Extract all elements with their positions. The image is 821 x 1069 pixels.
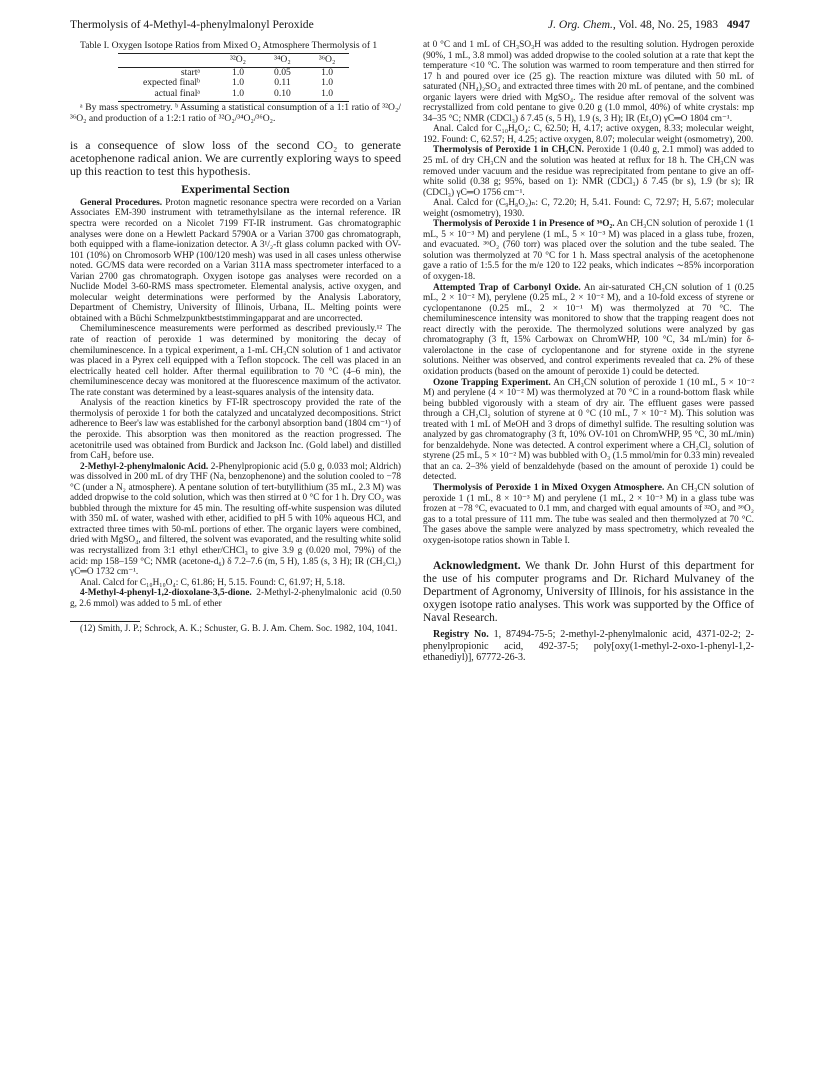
- table-row-label: startᵃ: [180, 66, 200, 78]
- table-header-row: [118, 54, 349, 68]
- paragraph-heading: Ozone Trapping Experiment.: [433, 377, 551, 388]
- table-cell: 1.0: [232, 77, 245, 89]
- paragraph-heading: Thermolysis of Peroxide 1 in Presence of ³⁶O₂.: [433, 219, 615, 230]
- paragraph-text: Proton magnetic resonance spectra were recorded on a Varian Associates EM-390 instrument with tetramethylsilane as the internal reference. IR spectra were recorded on a Nicolet 7199 FT-IR instrument. Gas chromatographic analyses were done on a Hewlett Packard 5790A or a Varian 3700 gas chromatograph, both equipped with a flame-ionization detector. A 3¹/₂-ft glass column packed with OV-101 (10%) on Chromosorb WHP (100/120 mesh) was used in all cases unless otherwise noted. GC/MS data were recorded on a Varian 311A mass spectrometer interfaced to a Varian 2700 gas chromatograph. Oxygen isotope gas analyses were recorded on a Nuclide Model 3-60-RMS mass spectrometer. Elemental analysis, active oxygen, and molecular weight determinations were performed by the Analysis Laboratory, Department of Chemistry, University of Illinois, Urbana, IL. Melting points were obtained with a Büchi Schmelzpunktbeststimmingapparat and are uncorrected.: [70, 197, 402, 324]
- paragraph-heading: General Procedures.: [80, 197, 163, 208]
- table-caption-text: Oxygen Isotope Ratios from Mixed O₂ Atmosphere Thermolysis of 1: [111, 40, 378, 51]
- paragraph-anal-acid: Anal. Calcd for C₁₀H₁₀O₄: C, 61.86; H, 5.15. Found: C, 61.97; H, 5.18.: [80, 577, 345, 588]
- journal-citation: [548, 18, 750, 31]
- table-cell: 1.0: [305, 89, 350, 102]
- table-header-blank: [118, 54, 216, 68]
- paragraph-heading: Thermolysis of Peroxide 1 in Mixed Oxygen Atmosphere.: [433, 482, 665, 493]
- paragraph-carbonyl-oxide: [423, 283, 754, 378]
- left-column: [70, 40, 401, 635]
- table-row: [118, 89, 349, 102]
- paragraph-heading: Attempted Trap of Carbonyl Oxide.: [433, 282, 581, 293]
- table-cell: 0.11: [274, 77, 291, 89]
- registry-text: 1, 87494-75-5; 2-methyl-2-phenylmalonic acid, 4371-02-2; 2-phenylpropionic acid, 492-37-5; poly[oxy(1-methyl-2-oxo-1-phenyl-1,2-ethanediyl)], 67772-26-3.: [423, 629, 754, 664]
- paragraph-text: An air-saturated CH₃CN solution of 1 (0.25 mL, 2 × 10⁻² M), perylene (0.25 mL, 2 × 10⁻² M), and a 10-fold excess of styrene or cyclopentanone (0.25 mL, 2 × 10⁻¹ M) was thermolyzed at 70 °C. The chemiluminescence intensity was monitored to show that the trapping reagent does not react directly with the peroxide. The thermolyzed solutions were analyzed by gas chromatography (3 ft, 15% Carbowax on ChromWHP, 100 °C, 34 mL/min) for δ-valerolactone in the case of cyclopentanone and for styrene oxide in the styrene solutions. Neither was observed, and control experiments revealed that ca. 2% of these oxidation products (based on the amount of peroxide 1) could be detected.: [423, 282, 754, 377]
- right-column: [423, 40, 754, 664]
- running-title: Thermolysis of 4-Methyl-4-phenylmalonyl Peroxide: [70, 18, 314, 31]
- paragraph-ozone-trapping: [423, 378, 754, 483]
- acknowledgment-text: We thank Dr. John Hurst of this department for the use of his computer programs and Dr. Richard Mulvaney of the Department of Agronomy, University of Illinois, for his assistance in the oxygen isotope ratio analyses. This work was supported by the Office of Naval Research.: [423, 560, 754, 625]
- paragraph-mixed-oxygen: [423, 483, 754, 546]
- footnote: (12) Smith, J. P.; Schrock, A. K.; Schuster, G. B. J. Am. Chem. Soc. 1982, 104, 1041.: [80, 624, 398, 635]
- paragraph-chemiluminescence: Chemiluminescence measurements were performed as described previously.¹² The rate of reaction of peroxide 1 was determined by monitoring the decay of chemiluminescence. In a typical experiment, a 1-mL CH₃CN solution of 1 and activator was placed in a Pyrex cell equipped with a Teflon stopcock. The cell was placed in an electrically heated cell holder. After thermal equilibration to 70 °C (4–6 min), the chemiluminescence decay was monitored at the fluorescence maximum of the activator. The rate constant was determined by a least-squares analysis of the intensity data.: [70, 324, 401, 398]
- footnote-divider: [70, 621, 140, 622]
- table-header-cell: ³²O₂: [216, 54, 260, 68]
- paragraph-dioxolanedione: [70, 588, 401, 609]
- paragraph-text: An CH₃CN solution of peroxide 1 (1 mL, 5 × 10⁻³ M) and perylene (1 mL, 5 × 10⁻³ M) was placed in a glass tube, frozen, and evacuated. ³⁶O₂ (760 torr) was placed over the solution and the tube sealed. The solution was thermolyzed at 70 °C for 1 h. Mass spectral analysis of the acetophenone gave a ratio of 1:5.5 for the m/e 120 to 122 peaks, which indicates ∼85% incorporation of oxygen-18.: [423, 219, 754, 283]
- table-row-label: expected finalᵇ: [142, 77, 200, 89]
- journal-volume: Vol. 48, No. 25, 1983: [618, 18, 719, 31]
- registry-numbers: [423, 629, 754, 664]
- paragraph-continued: at 0 °C and 1 mL of CH₃SO₃H was added to the resulting solution. Hydrogen peroxide (90%, 1 mL, 3.8 mmol) was added dropwise to the cooled solution at a rate that kept the temperature <10 °C. The solution was warmed to room temperature and then stirred for 17 h and poured over ice (25 g). The reaction mixture was diluted with 50 mL of saturated (NH₄)₂SO₄ and extracted three times with 20 mL of pentane, and the combined organic layers were dried with MgSO₄. The residue after removal of the solvent was recrystallized from cold pentane to give 0.20 g (1.0 mmol, 40%) of white crystals: mp 34–35 °C; NMR (CDCl₃) δ 7.45 (s, 5 H), 1.9 (s, 3 H); IR (Et₂O) γC═O 1804 cm⁻¹.: [423, 40, 754, 124]
- paragraph-heading: Thermolysis of Peroxide 1 in CH₃CN.: [433, 145, 584, 156]
- table-cell: 0.05: [274, 66, 291, 78]
- table-cell: 1.0: [321, 66, 334, 78]
- table-header-cell: ³⁶O₂: [305, 54, 350, 68]
- page-number: 4947: [726, 18, 750, 31]
- table-cell: 1.0: [216, 89, 260, 102]
- running-header: [70, 18, 750, 34]
- paragraph-kinetics: Analysis of the reaction kinetics by FT-IR spectroscopy provided the rate of the thermolysis of peroxide 1 for both the catalyzed and uncatalyzed decompositions. Strict adherence to Beer's law was established for the carbonyl absorption band (1804 cm⁻¹) of the peroxide. This absorption was then monitored as the reaction progressed. The acetonitrile used was obtained from Burdick and Jackson Inc. (Gold label) and distilled from CaH₂ before use.: [70, 398, 401, 462]
- isotope-table: [118, 53, 349, 102]
- table-label: Table I.: [80, 40, 110, 51]
- paragraph-thermolysis-36o2: [423, 219, 754, 282]
- registry-heading: Registry No.: [433, 629, 489, 641]
- paragraph-malonic-acid: [70, 462, 401, 578]
- paragraph-text: An CH₃CN solution of peroxide 1 (1 mL, 8 × 10⁻³ M) and perylene (1 mL, 2 × 10⁻³ M) in a glass tube was frozen at −78 °C, evacuated to 0.1 mm, and charged with equal amounts of ³²O₂ and ³⁶O₂ gas to a total pressure of 111 mm. The tube was sealed and then thermolyzed at 70 °C. The gases above the sample were analyzed by mass spectrometry, which revealed the oxygen-isotope ratios shown in Table I.: [423, 482, 754, 546]
- paragraph-anal-peroxide: Anal. Calcd for C₁₀H₈O₄: C, 62.50; H, 4.17; active oxygen, 8.33; molecular weight, 192. Found: C, 62.57; H, 4.25; active oxygen, 8.07; molecular weight (osmometry), 200.: [423, 124, 754, 145]
- acknowledgment-heading: Acknowledgment.: [433, 560, 521, 573]
- paragraph-text: 2-Phenylpropionic acid (5.0 g, 0.033 mol; Aldrich) was dissolved in 200 mL of dry THF (Na, benzophenone) and the solution cooled to −78 °C (under a N₂ atmosphere). A pentane solution of tert-butyllithium (35 mL, 2.3 M) was added dropwise to the cold solution, which was then stirred at 0 °C for 1 h. Dry CO₂ was bubbled through the mixture for 45 min. The resulting off-white suspension was diluted with 350 mL of water, washed with ether, acidified to pH 5 with 10% aqueous HCl, and extracted three times with 50-mL portions of ether. The organic layers were combined, dried with MgSO₄, and filtered, the solvent was evaporated, and the resulting white solid was recrystallized from 3:1 ethyl ether/CHCl₃ to give 3.9 g (0.020 mol, 79%) of the acid: mp 158–159 °C; NMR (acetone-d₆) δ 7.2–7.6 (m, 5 H), 1.85 (s, 3 H); IR (CH₂Cl₂) γC═O 1732 cm⁻¹.: [70, 461, 402, 578]
- journal-name: J. Org. Chem.,: [547, 18, 616, 31]
- paragraph-text: Peroxide 1 (0.40 g, 2.1 mmol) was added to 25 mL of dry CH₃CN and the solution was heated at reflux for 18 h. The CH₃CN was removed under vacuum and the residue was reprecipitated from pentane to give an off-white solid (0.38 g; 95%, based on 1): NMR (CDCl₃) δ 7.45 (br s), 1.9 (br s); IR (CDCl₃) γC═O 1756 cm⁻¹.: [423, 145, 754, 198]
- table-footnote: ᵃ By mass spectrometry. ᵇ Assuming a statistical consumption of a 1:1 ratio of ³²O₂/³⁶O₂ and production of a 1:2:1 ratio of ³²O₂/³⁴O₂/³⁶O₂.: [70, 102, 401, 125]
- paragraph-anal-polymer: Anal. Calcd for (C₉H₈O₂)ₙ: C, 72.20; H, 5.41. Found: C, 72.97; H, 5.67; molecular weight (osmometry), 1930.: [423, 198, 754, 219]
- table-row-label: actual finalᵃ: [118, 89, 216, 102]
- paragraph-text: An CH₃CN solution of peroxide 1 (10 mL, 5 × 10⁻² M) and perylene (4 × 10⁻² M) was thermolyzed at 70 °C in a round-bottom flask while being bubbled vigorously with a steam of dry air. The effluent gases were passed through a CH₂Cl₂ solution of styrene at 0 °C (10 mL, 7 × 10⁻² M). This solution was treated with 1 mL of MeOH and 3 drops of dimethyl sulfide. The resulting solution was analyzed by gas chromatography (3 ft, 10% OV-101 on ChromWHP, 95 °C, 30 mL/min) for benzaldehyde. None was detected. A control experiment where a CH₂Cl₂ solution of styrene (25 mL, 5 × 10⁻² M) was bubbled with O₃ (1.5 mmol/min for 0.33 min) revealed that an ca. 2–3% yield of benzaldehyde (based on the amount of peroxide 1) could be detected.: [423, 377, 754, 483]
- section-title: Experimental Section: [181, 182, 290, 197]
- table-caption: [70, 40, 401, 51]
- table-cell: 0.10: [260, 89, 305, 102]
- table-cell: 1.0: [321, 77, 334, 89]
- table-header-cell: ³⁴O₂: [260, 54, 305, 68]
- acknowledgment: [423, 560, 754, 625]
- paragraph-text: 2-Methyl-2-phenylmalonic acid (0.50 g, 2.6 mmol) was added to 5 mL of ether: [70, 588, 401, 609]
- table-cell: 1.0: [232, 66, 245, 78]
- paragraph-heading: 4-Methyl-4-phenyl-1,2-dioxolane-3,5-dione.: [80, 588, 252, 599]
- paragraph-general-procedures: [70, 198, 401, 325]
- lead-paragraph: is a consequence of slow loss of the second CO₂ to generate acetophenone radical anion. We are currently exploring ways to speed up this reaction to test this hypothesis.: [70, 138, 401, 179]
- paragraph-thermolysis-ch3cn: [423, 145, 754, 198]
- paragraph-heading: 2-Methyl-2-phenylmalonic Acid.: [80, 461, 209, 472]
